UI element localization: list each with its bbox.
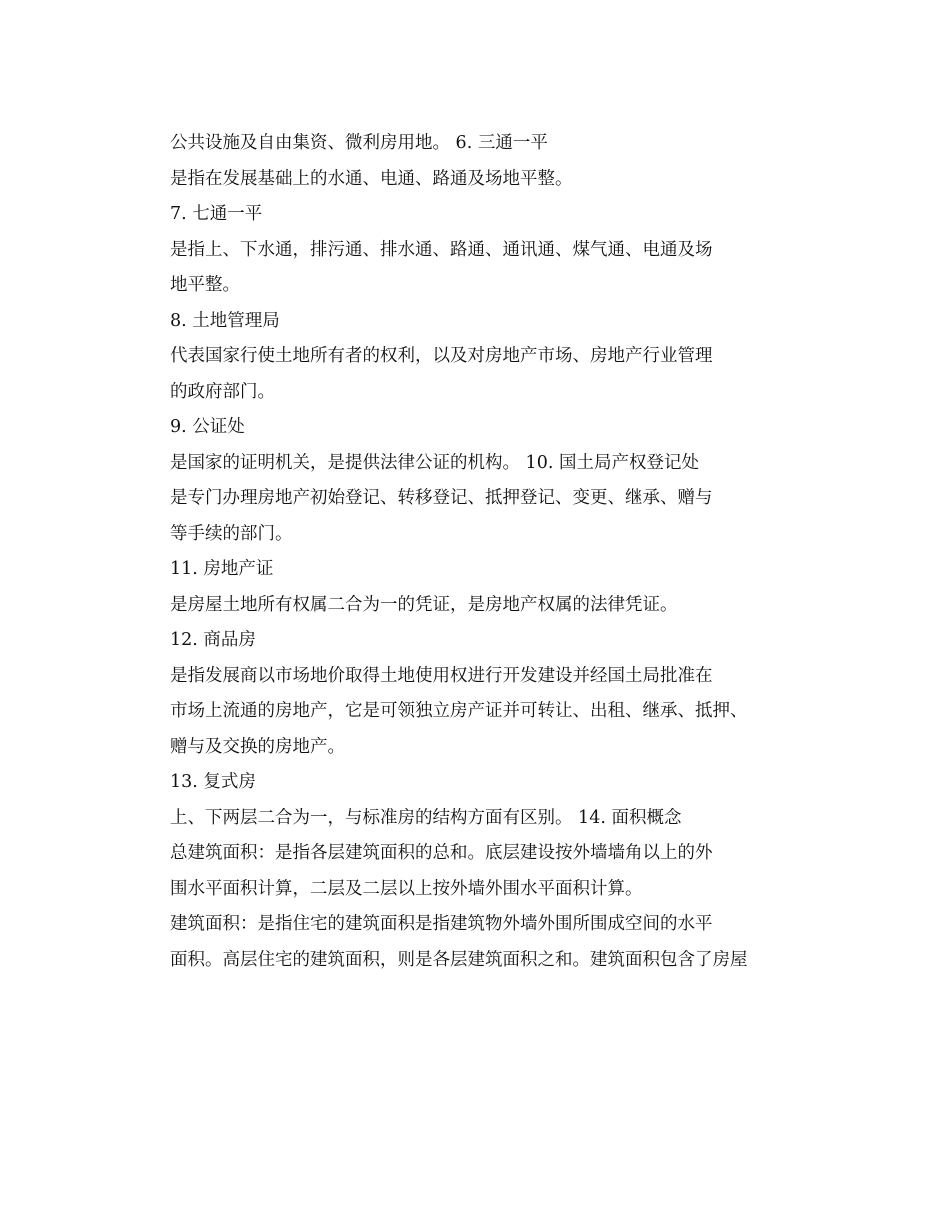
text-line: 总建筑面积：是指各层建筑面积的总和。底层建设按外墙墙角以上的外 [170, 843, 713, 863]
document-body [170, 128, 810, 980]
text-line: 是指在发展基础上的水通、电通、路通及场地平整。 [170, 168, 573, 189]
text-line: 是国家的证明机关，是提供法律公证的机构。 10. 国土局产权登记处 [170, 452, 699, 473]
text-line: 建筑面积：是指住宅的建筑面积是指建筑物外墙外围所围成空间的水平 [170, 914, 713, 934]
text-line: 公共设施及自由集资、微利房用地。 6. 三通一平 [170, 133, 548, 153]
text-line: 9. 公证处 [170, 417, 245, 437]
text-line: 是房屋土地所有权属二合为一的凭证，是房地产权属的法律凭证。 [170, 594, 678, 615]
text-line: 赠与及交换的房地产。 [170, 736, 345, 757]
text-line: 面积。高层住宅的建筑面积，则是各层建筑面积之和。建筑面积包含了房屋 [170, 949, 748, 970]
text-line: 市场上流通的房地产，它是可领独立房产证并可转让、出租、继承、抵押、 [170, 701, 748, 721]
text-line: 是指发展商以市场地价取得土地使用权进行开发建设并经国土局批准在 [170, 665, 713, 686]
text-line: 的政府部门。 [170, 381, 275, 402]
text-line: 11. 房地产证 [170, 559, 274, 579]
text-line: 13. 复式房 [170, 772, 256, 792]
text-line: 围水平面积计算，二层及二层以上按外墙外围水平面积计算。 [170, 878, 643, 899]
text-line: 12. 商品房 [170, 630, 256, 650]
text-line: 7. 七通一平 [170, 204, 263, 224]
text-line: 是专门办理房地产初始登记、转移登记、抵押登记、变更、继承、赠与 [170, 488, 713, 508]
text-line: 上、下两层二合为一，与标准房的结构方面有区别。 14. 面积概念 [170, 807, 682, 828]
text-line: 等手续的部门。 [170, 523, 293, 544]
text-line: 代表国家行使土地所有者的权利，以及对房地产市场、房地产行业管理 [170, 346, 713, 366]
text-line: 8. 土地管理局 [170, 310, 280, 331]
text-line: 地平整。 [170, 275, 240, 295]
text-line: 是指上、下水通，排污通、排水通、路通、通讯通、煤气通、电通及场 [170, 239, 713, 260]
